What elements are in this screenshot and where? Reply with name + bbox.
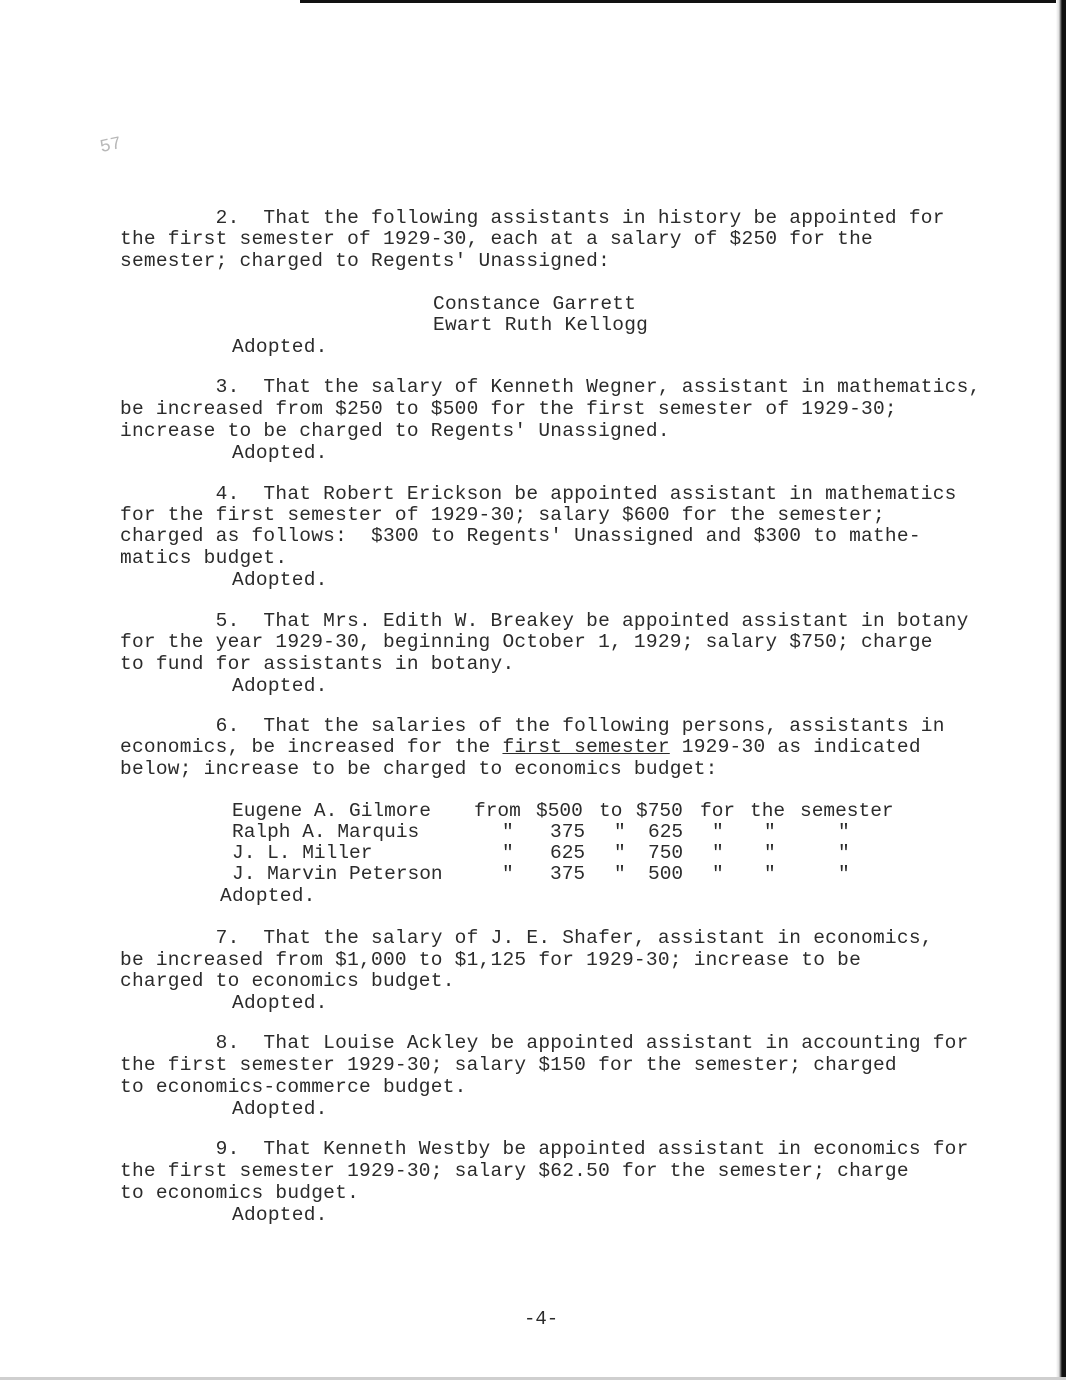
text-line: to economics-commerce budget. xyxy=(120,1076,467,1098)
text-line: semester; charged to Regents' Unassigned: xyxy=(120,250,611,272)
text-line: increase to be charged to Regents' Unassigned. xyxy=(120,420,670,442)
underlined-phrase: first semester xyxy=(502,736,670,758)
text-line: charged to economics budget. xyxy=(120,970,455,992)
text-line: 6. That the salaries of the following persons, assistants in xyxy=(120,715,945,737)
table-cell-from-amount: 375 xyxy=(550,863,586,885)
table-cell-semester: " xyxy=(838,821,850,843)
text-segment: 1929-30 as indicated xyxy=(669,736,921,758)
text-line: below; increase to be charged to economics budget: xyxy=(120,758,718,780)
table-cell-from: " xyxy=(502,863,514,885)
page-edge-right xyxy=(1056,0,1066,1380)
appointee-name: Constance Garrett xyxy=(433,293,637,315)
text-line: for the first semester of 1929-30; salary $600 for the semester; xyxy=(120,504,885,526)
text-line: to fund for assistants in botany. xyxy=(120,653,515,675)
table-cell-name: Eugene A. Gilmore xyxy=(232,800,431,822)
table-cell-to-amount: $750 xyxy=(636,800,683,822)
table-cell-the: " xyxy=(764,842,776,864)
table-cell-name: J. Marvin Peterson xyxy=(232,863,443,885)
table-cell-for: " xyxy=(712,842,724,864)
appointee-name: Ewart Ruth Kellogg xyxy=(433,314,649,336)
text-line xyxy=(120,737,921,758)
adopted-label: Adopted. xyxy=(232,336,328,358)
page-number: -4- xyxy=(524,1308,559,1330)
table-cell-to-amount: 625 xyxy=(648,821,684,843)
table-cell-from: " xyxy=(502,821,514,843)
text-line: the first semester 1929-30; salary $150 for the semester; charged xyxy=(120,1054,897,1076)
table-cell-to: " xyxy=(614,863,626,885)
table-cell-for: " xyxy=(712,821,724,843)
text-line: 9. That Kenneth Westby be appointed assistant in economics for xyxy=(120,1138,969,1160)
table-cell-semester: " xyxy=(838,842,850,864)
table-cell-to-amount: 750 xyxy=(648,842,684,864)
table-cell-semester: semester xyxy=(800,800,894,822)
table-cell-from: " xyxy=(502,842,514,864)
table-cell-to: " xyxy=(614,842,626,864)
table-cell-from-amount: 375 xyxy=(550,821,586,843)
adopted-label: Adopted. xyxy=(232,1098,328,1120)
table-cell-semester: " xyxy=(838,863,850,885)
adopted-label: Adopted. xyxy=(232,569,328,591)
table-cell-the: " xyxy=(764,821,776,843)
table-cell-the: " xyxy=(764,863,776,885)
table-cell-to: to xyxy=(599,800,623,822)
text-line: be increased from $1,000 to $1,125 for 1929-30; increase to be xyxy=(120,949,862,971)
text-line: for the year 1929-30, beginning October 1, 1929; salary $750; charge xyxy=(120,631,933,653)
text-line: 8. That Louise Ackley be appointed assistant in accounting for xyxy=(120,1032,969,1054)
adopted-label: Adopted. xyxy=(232,992,328,1014)
pencil-mark: 57 xyxy=(98,133,124,159)
table-cell-for: for xyxy=(700,800,736,822)
adopted-label: Adopted. xyxy=(232,1204,328,1226)
adopted-label: Adopted. xyxy=(220,885,316,907)
text-segment: economics, be increased for the xyxy=(120,736,503,758)
table-cell-name: J. L. Miller xyxy=(232,842,373,864)
text-line: 7. That the salary of J. E. Shafer, assistant in economics, xyxy=(120,927,933,949)
table-cell-to-amount: 500 xyxy=(648,863,684,885)
page-edge-top xyxy=(300,0,1066,3)
text-line: 4. That Robert Erickson be appointed assistant in mathematics xyxy=(120,483,957,505)
text-line: matics budget. xyxy=(120,547,288,569)
text-line: the first semester 1929-30; salary $62.50 for the semester; charge xyxy=(120,1160,909,1182)
table-cell-from-amount: 625 xyxy=(550,842,586,864)
table-cell-from-amount: $500 xyxy=(536,800,583,822)
table-cell-name: Ralph A. Marquis xyxy=(232,821,420,843)
text-line: 5. That Mrs. Edith W. Breakey be appointed assistant in botany xyxy=(120,610,969,632)
text-line: 2. That the following assistants in history be appointed for xyxy=(120,207,945,229)
text-line: 3. That the salary of Kenneth Wegner, assistant in mathematics, xyxy=(120,376,981,398)
text-line: the first semester of 1929-30, each at a salary of $250 for the xyxy=(120,228,873,250)
adopted-label: Adopted. xyxy=(232,675,328,697)
table-cell-from: from xyxy=(474,800,521,822)
table-cell-the: the xyxy=(750,800,786,822)
text-line: charged as follows: $300 to Regents' Unassigned and $300 to mathe- xyxy=(120,525,921,547)
table-cell-for: " xyxy=(712,863,724,885)
text-line: to economics budget. xyxy=(120,1182,360,1204)
text-line: be increased from $250 to $500 for the first semester of 1929-30; xyxy=(120,398,897,420)
adopted-label: Adopted. xyxy=(232,442,328,464)
table-cell-to: " xyxy=(614,821,626,843)
